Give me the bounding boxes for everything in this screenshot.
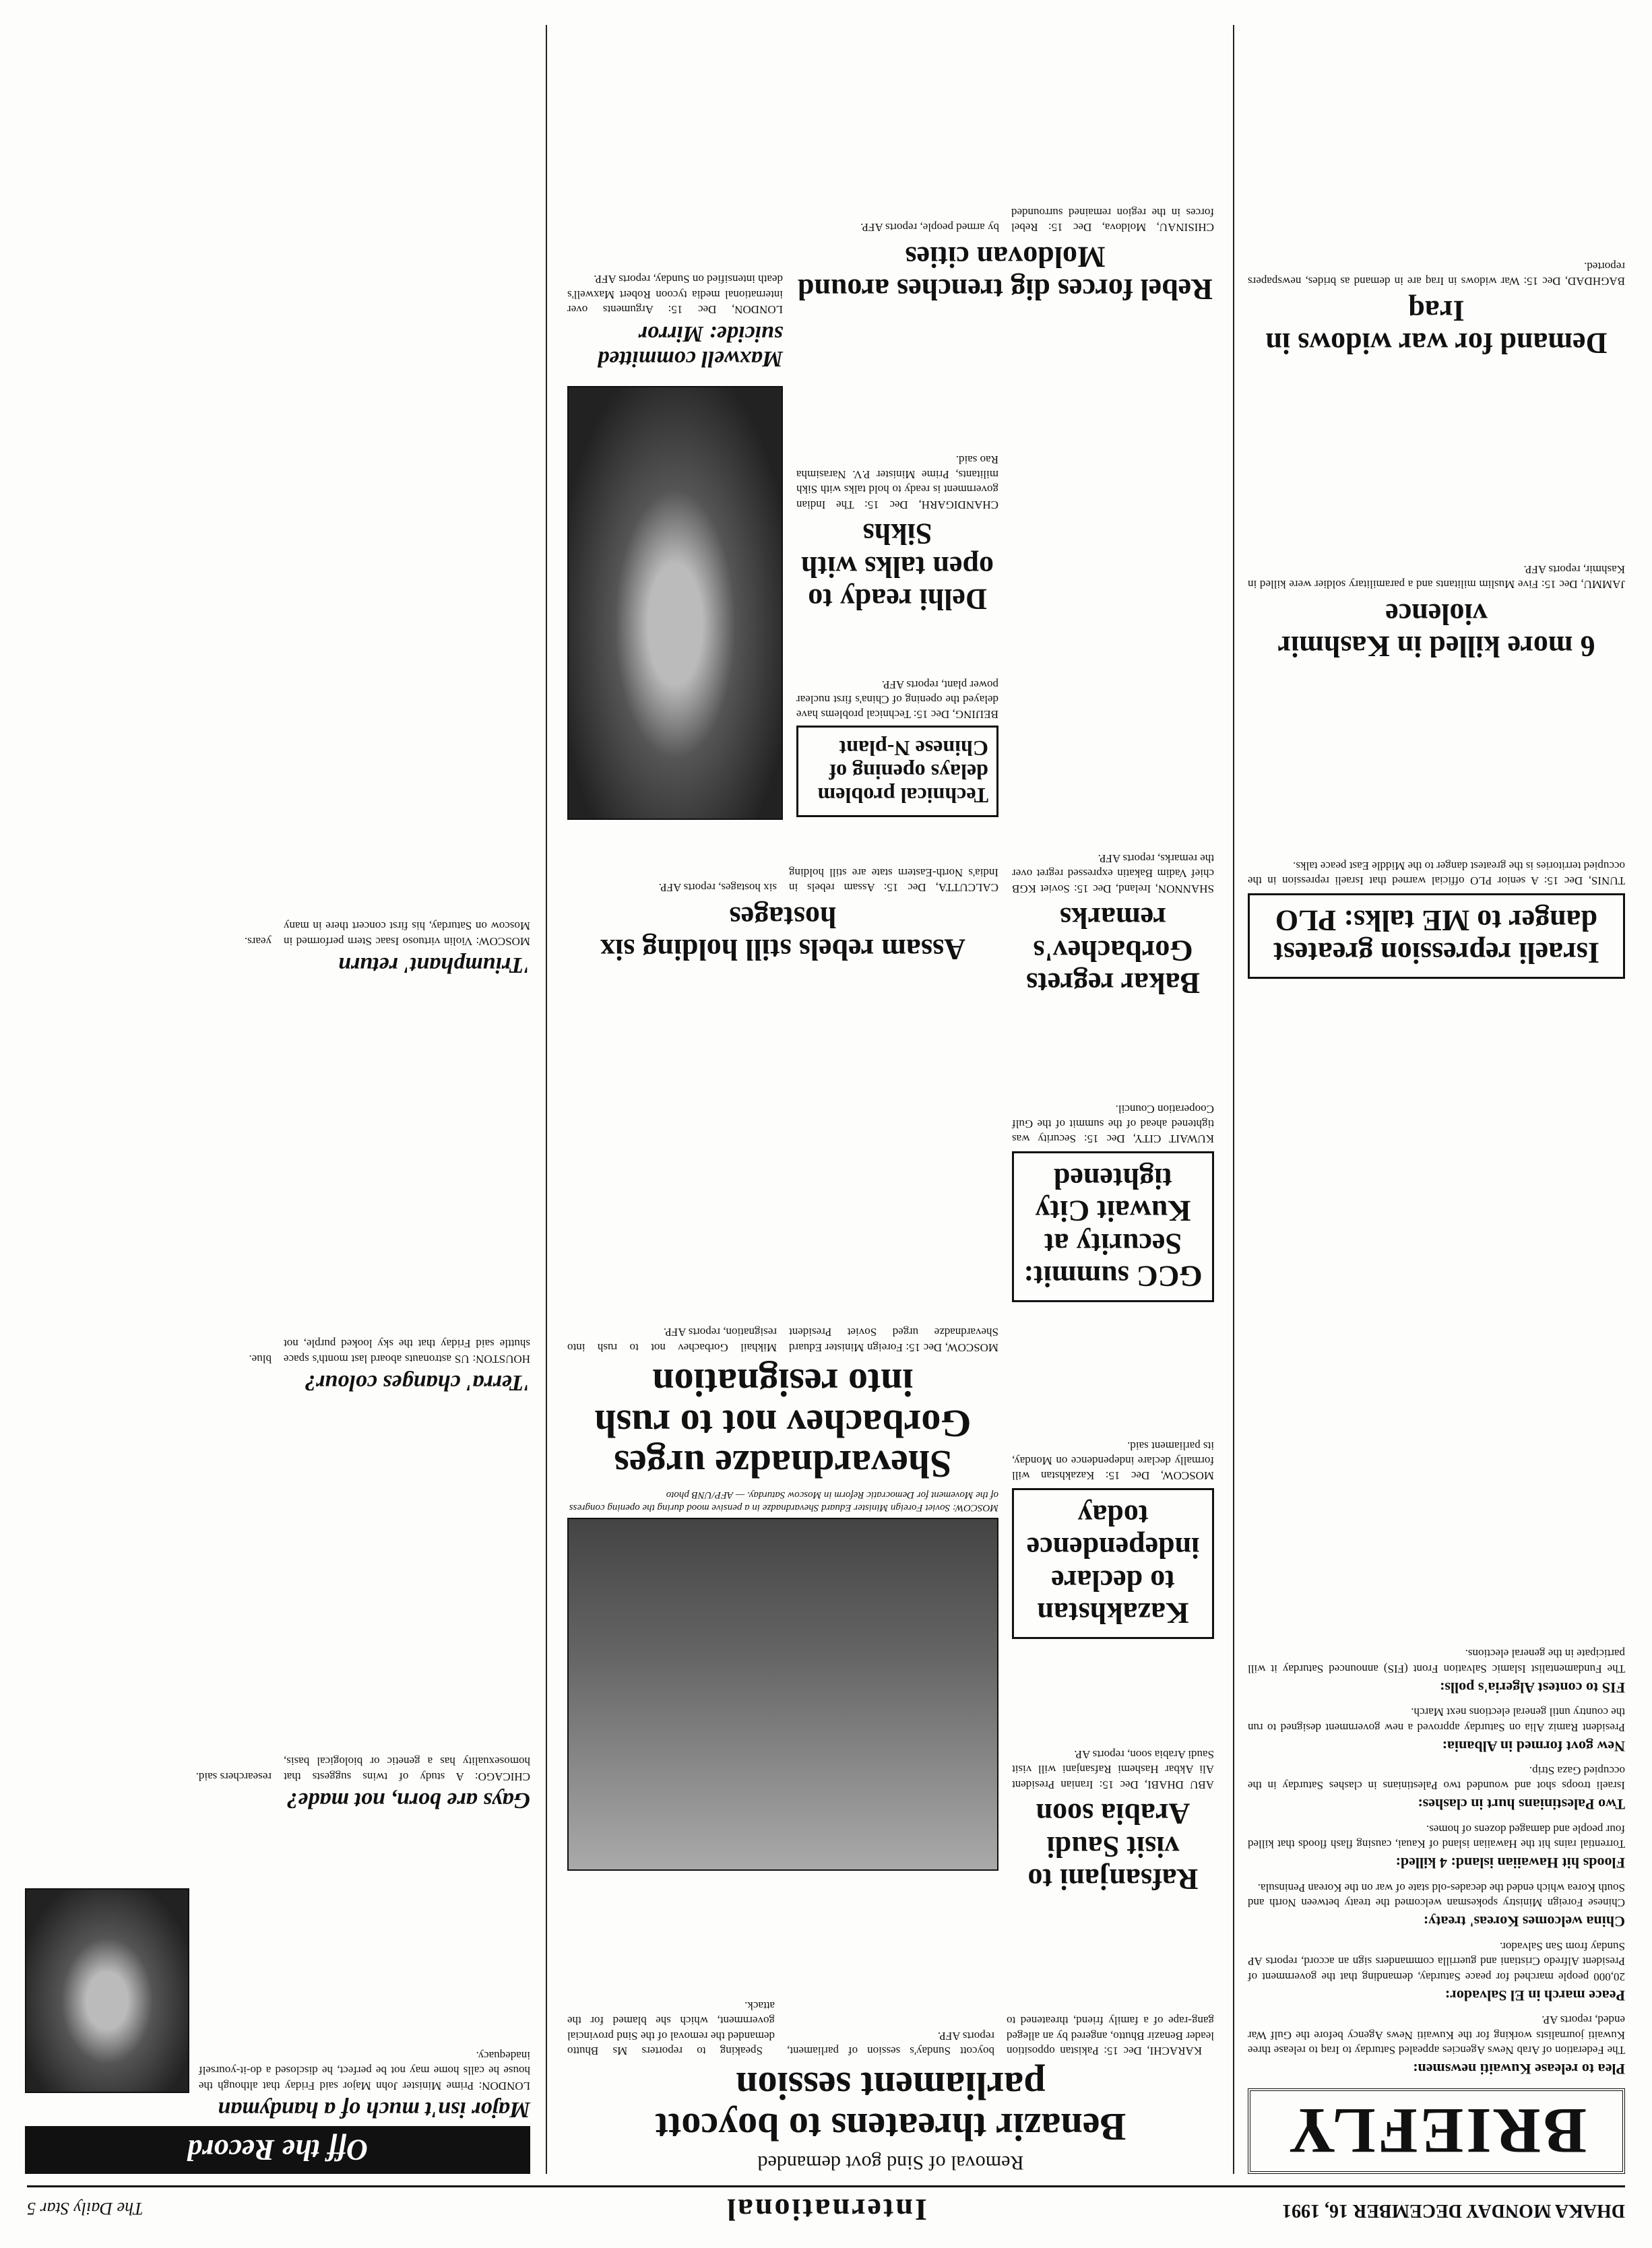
headline: Rebel forces dig trenches around Moldovan cities — [798, 240, 1213, 306]
headline: Technical problem delays opening of Chinese N-plant — [796, 726, 998, 817]
story-body: CHICAGO: A study of twins suggests that homosexuality has a genetic or biological basis, researchers said. — [195, 1755, 530, 1783]
shevardnadze-photo — [567, 1518, 998, 1871]
headline: Major isn't much of a handyman — [218, 2097, 530, 2122]
triumphant-story — [25, 918, 530, 982]
offrecord-row — [25, 1888, 530, 2093]
story-body: BAGHDAD, Dec 15: War widows in Iraq are in demand as brides, newspapers reported. — [1248, 259, 1625, 288]
headline: Benazir threatens to boycott parliament session — [655, 2064, 1126, 2149]
briefly-item: FIS to contest Algeria's polls: The Fundamentalist Islamic Salvation Front (FIS) announced Saturday it will participate in the general elections. — [1248, 1647, 1625, 1696]
moldovan-story — [796, 204, 1214, 308]
headline: Kazakhstan to declare independence today — [1012, 1488, 1214, 1639]
column-rule — [546, 25, 547, 2174]
israeli-story — [1248, 858, 1625, 982]
briefly-section — [1248, 1639, 1625, 2174]
headline: Shevardnadze urges Gorbachev not to rush into resignation — [594, 1360, 972, 1487]
maxwell-photo-block — [567, 386, 783, 820]
headline: 'Terra' changes colour? — [304, 1370, 530, 1395]
column-rule — [1233, 25, 1234, 2174]
briefly-item: Floods hit Hawaiian island: 4 killed: Torrential rains hit the Hawaiian island of Kauai, causing flash floods that killed four people and damaged dozens of homes. — [1248, 1822, 1625, 1872]
paper-name: The Daily Star 5 — [27, 2199, 144, 2218]
story-body: TUNIS, Dec 15: A senior PLO official warned that Israeli repression in the occupied territories is the greatest danger to the Middle East peace talks. — [1248, 859, 1625, 888]
headline: GCC summit: Security at Kuwait City tightened — [1012, 1151, 1214, 1302]
rafsanjani-story — [1012, 1747, 1214, 1898]
story-body: JAMMU, Dec 15: Five Muslim militants and a paramilitary soldier were killed in Kashmir, reports AFP. — [1248, 563, 1625, 591]
benazir-story — [567, 1997, 1214, 2174]
portrait-photo — [25, 1888, 189, 2093]
briefly-item: Two Palestinians hurt in clashes: Israeli troops shot and wounded two Palestinians in clashes Saturday in the occupied Gaza Strip. — [1248, 1764, 1625, 1813]
story-body: SHANNON, Ireland, Dec 15: Soviet KGB chief Vadim Bakatin expressed regret over the remarks, reports AFP. — [1012, 852, 1214, 895]
story-body: LONDON, Dec 15: Arguments over international media tycoon Robert Maxwell's death intensified on Sunday, reports AFP. — [567, 273, 783, 317]
story-body: MOSCOW, Dec 15: Foreign Minister Eduard Shevardnadze urged Soviet President Mikhail Gorbachev not to rush into resignation, reports AFP. — [567, 1326, 998, 1354]
headline: 6 more killed in Kashmir violence — [1277, 597, 1595, 663]
photo-caption: MOSCOW: Soviet Foreign Minister Eduard Shevardnadze in a pensive mood during the opening congress of the Movement for Democratic Reform in Moscow Saturday. — AFP/UNB photo — [569, 1489, 998, 1513]
briefly-banner: BRIEFLY — [1248, 2088, 1625, 2174]
story-body: HOUSTON: US astronauts aboard last month's space shuttle said Friday that the sky looked purple, not blue. — [249, 1337, 530, 1366]
story-body: MOSCOW: Violin virtuoso Isaac Stern performed in Moscow on Saturday, his first concert there in many years. — [244, 920, 530, 948]
story-body: CHANDIGARH, Dec 15: The Indian government is ready to hold talks with Sikh militants, Prime Minister P.V. Narasimha Rao said. — [796, 453, 998, 511]
terra-story — [25, 1336, 530, 1399]
briefly-list — [1248, 1646, 1625, 2079]
story-body: LONDON: Prime Minister John Major said Friday that although the house he calls home may not be perfect, he disclosed a do-it-yourself inadequacy. — [199, 2049, 530, 2092]
headline: 'Triumphant' return — [338, 953, 530, 977]
masthead-date: DHAKA MONDAY DECEMBER 16, 1991 — [1282, 2200, 1625, 2221]
headline: Israeli repression greatest danger to ME talks: PLO — [1248, 893, 1625, 979]
off-the-record-banner: Off the Record — [25, 2126, 530, 2174]
story-body: CALCUTTA, Dec 15: Assam rebels in India's North-Eastern state are still holding six hostages, reports AFP. — [658, 866, 998, 895]
section-title: International — [725, 2193, 927, 2227]
headline: Bakar regrets Gorbachev's remarks — [1026, 901, 1200, 1000]
off-the-record-section — [25, 1888, 530, 2174]
headline: Rafsanjani to visit Saudi Arabia soon — [1027, 1797, 1199, 1896]
story-body: CHISINAU, Moldova, Dec 15: Rebel forces in the region remained surrounded by armed people, reports AFP. — [860, 205, 1214, 234]
story-body: KUWAIT CITY, Dec 15: Security was tightened ahead of the summit of the Gulf Cooperation Council. — [1012, 1102, 1214, 1146]
story-body: ABU DHABI, Dec 15: Iranian President Ali Akbar Hashemi Rafsanjani will visit Saudi Arabia soon, reports AP. — [1012, 1747, 1214, 1791]
maxwell-photo — [567, 386, 783, 820]
gcc-story — [1012, 1101, 1214, 1305]
story-body: KARACHI, Dec 15: Pakistan opposition leader Benazir Bhutto, angered by an alleged gang-rape of a family friend, threatened to boycott Sunday's session of parliament, reports AFP. Speaking to reporters Ms Bhutto demanded the removal of the Sind provincial government, which she blamed for the attack. — [567, 1999, 1214, 2058]
headline: Demand for war widows in Iraq — [1265, 294, 1608, 360]
briefly-item: China welcomes Koreas' treaty: Chinese Foreign Ministry spokesman welcomed the treaty between North and South Korea which ended the decades-old state of war on the Korean Peninsula. — [1248, 1881, 1625, 1931]
briefly-item: Peace march in El Salvador: 20,000 people marched for peace Saturday, demanding that the government of President Alfredo Cristiani and guerrilla commanders sign an accord, reports AP Sunday from San Salvador. — [1248, 1939, 1625, 2004]
headline: Assam rebels still holding six hostages — [600, 900, 965, 966]
shevardnadze-story — [567, 1324, 998, 1871]
headline: Maxwell committed suicide: Mirror — [598, 321, 783, 371]
kashmir-story — [1248, 561, 1625, 665]
kazakhstan-story — [1012, 1438, 1214, 1642]
headline: Gays are born, not made? — [286, 1788, 530, 1813]
kicker: Removal of Sind govt demanded — [757, 2152, 1024, 2174]
story-body: BEIJING, Dec 15: Technical problems have delayed the opening of China's first nuclear power plant, reports AFP. — [796, 678, 998, 721]
headline: Delhi ready to open talks with Sikhs — [800, 517, 994, 616]
assam-story — [567, 864, 998, 968]
iraq-story — [1248, 258, 1625, 362]
masthead — [27, 2185, 1625, 2228]
briefly-item: New govt formed in Albania: President Ramiz Alia on Saturday approved a new government designed to run the country until general elections next March. — [1248, 1706, 1625, 1755]
bakar-story — [1012, 851, 1214, 1002]
nplant-story — [796, 676, 998, 820]
gays-story — [25, 1754, 530, 1817]
maxwell-story — [567, 271, 783, 375]
briefly-item: Plea to release Kuwaiti newsmen: The Federation of Arab News Agencies appealed Saturday to Iraq to release three Kuwaiti journalists working for the Kuwaiti News Agency before the Gulf War ended, reports AP. — [1248, 2014, 1625, 2078]
story-body: MOSCOW, Dec 15: Kazakhstan will formally declare independence on Monday, its parliament said. — [1012, 1439, 1214, 1483]
delhi-story — [796, 451, 998, 618]
